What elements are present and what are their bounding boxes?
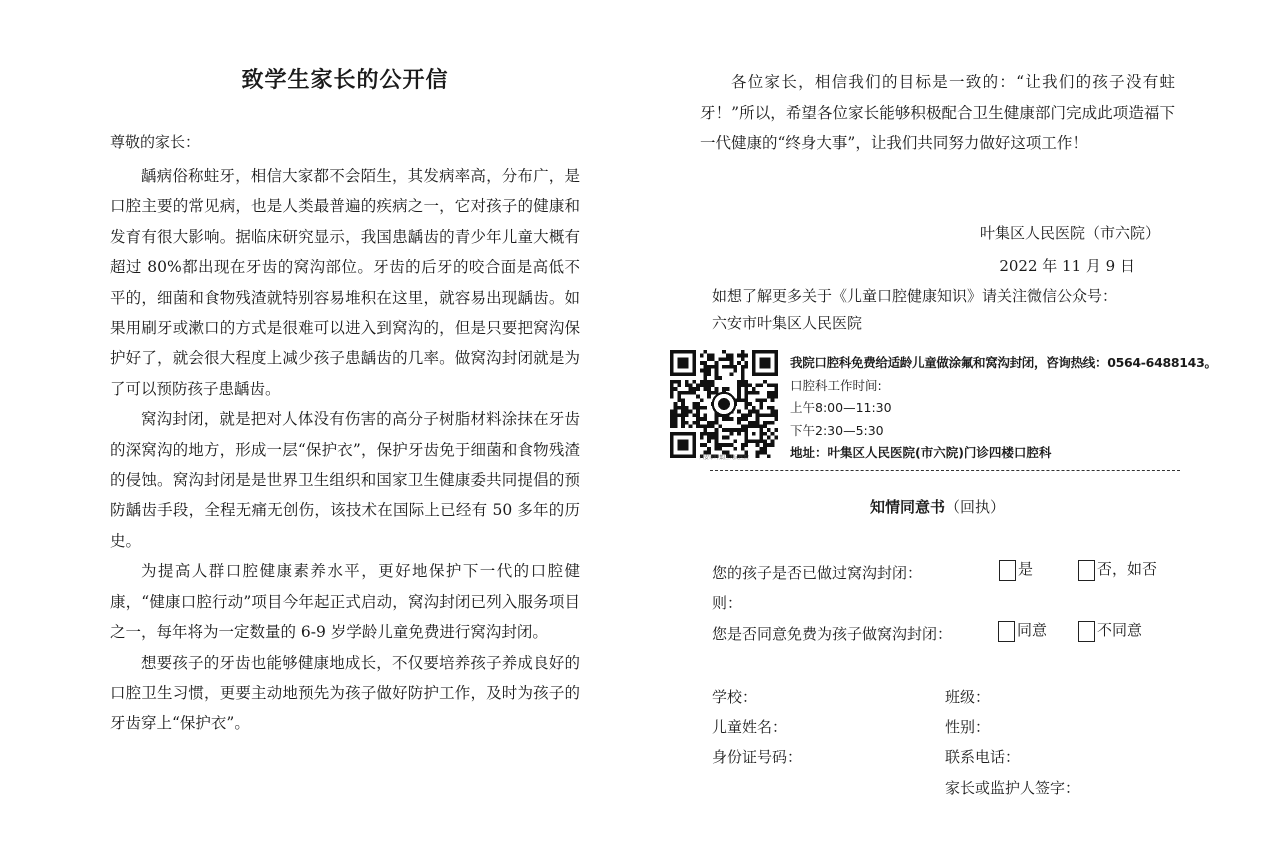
option-yes[interactable] [995,558,1033,581]
hours-morning: 上午8:00—11:30 [790,400,892,415]
gender-field[interactable]: 性别： [945,718,991,736]
checkbox-no[interactable] [1078,560,1095,581]
qr-caption: 六安市叶集区人民医院 [698,455,749,461]
consent-title-suffix: （回执） [945,498,1006,516]
wechat-account-name: 六安市叶集区人民医院 [712,314,863,332]
question-sealed-before: 您的孩子是否已做过窝沟封闭： [712,564,923,582]
option-agree-label: 同意 [1017,621,1048,639]
hours-label: 口腔科工作时间: [790,377,882,393]
checkbox-yes[interactable] [999,560,1016,581]
hotline-text: 我院口腔科免费给适龄儿童做涂氟和窝沟封闭，咨询热线：0564-6488143。 [790,355,1217,370]
consent-form-title [700,496,1175,517]
qr-code-icon[interactable] [670,350,778,458]
signature-date: 2022 年 11 月 9 日 [999,257,1135,275]
option-yes-label: 是 [1018,560,1034,578]
child-name-field[interactable]: 儿童姓名： [712,718,788,736]
option-disagree[interactable] [1074,619,1142,642]
paragraph-3: 为提高人群口腔健康素养水平，更好地保护下一代的口腔健康，“健康口腔行动”项目今年起正式启动，窝沟封闭已列入服务项目之一，每年将为一定数量的 6-9 岁学龄儿童免费进行窝沟封闭。 [110,562,580,642]
question-sealed-continued: 则： [712,594,743,612]
consent-title-text: 知情同意书 [869,498,945,516]
letter-title: 致学生家长的公开信 [241,68,449,93]
paragraph-2: 窝沟封闭，就是把对人体没有伤害的高分子树脂材料涂抹在牙齿的深窝沟的地方，形成一层“保护衣”，保护牙齿免于细菌和食物残渣的侵蚀。窝沟封闭是是世界卫生组织和国家卫生健康委共同提倡的预防龋齿手段，全程无痛无创伤，该技术在国际上已经有 50 多年的历史。 [110,410,580,550]
checkbox-agree[interactable] [998,621,1015,642]
hours-afternoon: 下午2:30—5:30 [790,422,884,438]
paragraph-4: 想要孩子的牙齿也能够健康地成长，不仅要培养孩子养成良好的口腔卫生习惯，更要主动地预先为孩子做好防护工作，及时为孩子的牙齿穿上“保护衣”。 [110,653,580,733]
salutation: 尊敬的家长： [110,133,201,151]
closing-paragraph: 各位家长，相信我们的目标是一致的：“让我们的孩子没有蛀牙！”所以，希望各位家长能够积极配合卫生健康部门完成此项造福下一代健康的“终身大事”，让我们共同努力做好这项工作！ [700,73,1175,152]
class-field[interactable]: 班级： [945,688,991,706]
follow-instruction: 如想了解更多关于《儿童口腔健康知识》请关注微信公众号： [712,287,1118,305]
guardian-signature-field[interactable]: 家长或监护人签字： [945,779,1081,797]
phone-field[interactable]: 联系电话： [945,748,1021,766]
checkbox-disagree[interactable] [1078,621,1095,642]
signature-organization: 叶集区人民医院（市六院） [979,224,1160,242]
school-field[interactable]: 学校： [712,688,758,706]
option-no-label: 否，如否 [1097,560,1158,578]
option-no[interactable] [1074,558,1157,581]
id-number-field[interactable]: 身份证号码： [712,748,803,766]
option-agree[interactable] [994,619,1047,642]
paragraph-1: 龋病俗称蛀牙，相信大家都不会陌生，其发病率高，分布广，是口腔主要的常见病，也是人类最普遍的疾病之一，它对孩子的健康和发育有很大影响。据临床研究显示，我国患龋齿的青少年儿童大概有超过 80%都出现在牙齿的窝沟部位。牙齿的后牙的咬合面是高低不平的，细菌和食物残渣就特别容易堆积在这里，就容易出现龋齿。如果用刷牙或漱口的方式是很难可以进入到窝沟的，但是只要把窝沟保护好了，就会很大程度上减少孩子患龋齿的几率。做窝沟封闭就是为了可以预防孩子患龋齿。 [110,167,580,398]
letter-body [110,161,580,739]
question-consent: 您是否同意免费为孩子做窝沟封闭： [712,625,953,643]
clinic-info [790,352,1267,465]
cut-line [710,470,1180,471]
option-disagree-label: 不同意 [1097,621,1143,639]
clinic-address: 地址：叶集区人民医院(市六院)门诊四楼口腔科 [790,445,1052,460]
